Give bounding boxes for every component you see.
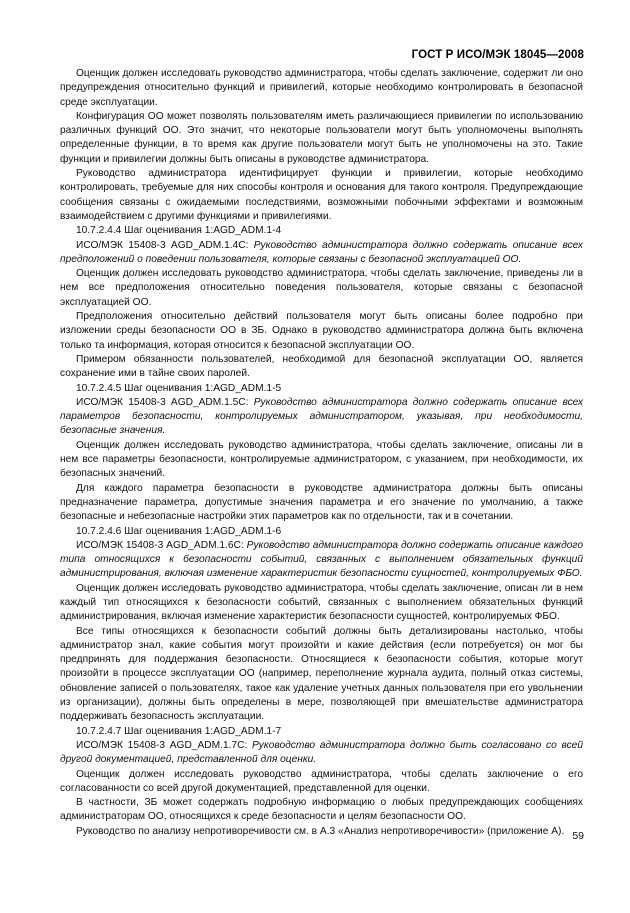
paragraph (60, 796, 583, 825)
requirement-italic-text: Руководство администратора должно содержать описание всех параметров безопасности, контролируемых администратором, указывая, при необходимости, безопасные значения. (60, 396, 583, 437)
paragraph (60, 725, 583, 739)
paragraph-text: Оценщик должен исследовать руководство администратора, чтобы сделать заключение, приведены ли в нем все предположения относительно поведения пользователя, которые связаны с безопасной эксплуатацией ОО. (60, 268, 583, 308)
paragraph-text: Оценщик должен исследовать руководство администратора, чтобы сделать заключение, описаны ли в нем все параметры безопасности, контролируемые администратором, с указанием, при необходимости, их безопасных значений. (60, 439, 583, 480)
paragraph (60, 167, 583, 224)
paragraph (60, 825, 583, 839)
page-header: ГОСТ Р ИСО/МЭК 18045—2008 (411, 49, 584, 61)
requirement-italic-text: Руководство администратора должно содержать описание каждого типа относящихся к безопасности событий, связанных с выполнением обязательных функций администрирования, включая изменение характеристик безопасности сущностей, контролируемых ФБО. (60, 539, 583, 580)
paragraph (60, 353, 583, 382)
paragraph (60, 67, 583, 110)
requirement-italic-text: Руководство администратора должно содержать описание всех предположений о поведении пользователя, которые связаны с безопасной эксплуатацией ОО. (60, 239, 583, 265)
page-number: 59 (572, 830, 584, 842)
paragraph-text: Для каждого параметра безопасности в руководстве администратора должны быть описаны предназначение параметра, допустимые значения параметра и его значение по умолчанию, а также безопасные и небезопасные настройки этих параметров как по отдельности, так и в сочетании. (60, 482, 583, 523)
paragraph (60, 267, 583, 310)
paragraph (60, 739, 583, 768)
paragraph (60, 310, 583, 353)
paragraph-text: 10.7.2.4.7 Шаг оценивания 1:AGD_ADM.1-7 (76, 725, 282, 737)
paragraph-text: ИСО/МЭК 15408-3 AGD_ADM.1.7С: (76, 739, 252, 751)
paragraph-text: Предположения относительно действий пользователя могут быть описаны более подробно при изложении среды безопасности ОО в ЗБ. Однако в руководство администратора должна быть включена только та информация, которая относится к безопасной эксплуатации ОО. (60, 311, 583, 351)
paragraph (60, 525, 583, 539)
body-text (60, 67, 583, 839)
paragraph-text: Все типы относящихся к безопасности событий должны быть детализированы настолько, чтобы администратор знал, какие события могут произойти и какие действия (если потребуется) он мог бы предпринять для поддержания безопасности. Относящиеся к безопасности события, которые могут произойти в процессе эксплуатации ОО (например, переполнение журнала аудита, полный отказ системы, обновление записей о пользователях, такое как удаление учетных данных пользователя при его увольнении из организации), должны быть определены в мере, позволяющей при вмешательстве администратора поддерживать безопасность эксплуатации. (60, 625, 583, 723)
paragraph-text: 10.7.2.4.6 Шаг оценивания 1:AGD_ADM.1-6 (76, 525, 282, 537)
paragraph-text: Оценщик должен исследовать руководство администратора, чтобы сделать заключение, описан ли в нем каждый тип относящихся к безопасности событий, связанных с выполнением обязательных функций администрирования, включая изменение характеристик безопасности сущностей, контролируемых ФБО. (60, 582, 583, 623)
paragraph (60, 382, 583, 396)
paragraph-text: Руководство администратора идентифицирует функции и привилегии, которые необходимо контролировать, требуемые для них способы контроля и основания для такого контроля. Предупреждающие сообщения связаны с ожидаемыми последствиями, возможными побочными эффектами и возможным взаимодействием с другими функциями и привилегиями. (60, 168, 583, 222)
paragraph (60, 396, 583, 439)
paragraph (60, 768, 583, 797)
paragraph-text: ИСО/МЭК 15408-3 AGD_ADM.1.6С: (76, 539, 247, 551)
paragraph-text: ИСО/МЭК 15408-3 AGD_ADM.1.5С: (76, 396, 254, 408)
paragraph-text: Оценщик должен исследовать руководство администратора, чтобы сделать заключение, содержит ли оно предупреждения относительно функций и привилегий, которые необходимо контролировать в безопасной среде эксплуатации. (60, 68, 583, 108)
paragraph (60, 539, 583, 582)
paragraph (60, 439, 583, 482)
paragraph (60, 110, 583, 167)
paragraph-text: 10.7.2.4.5 Шаг оценивания 1:AGD_ADM.1-5 (76, 382, 282, 394)
paragraph (60, 239, 583, 268)
paragraph (60, 625, 583, 725)
paragraph-text: Примером обязанности пользователей, необходимой для безопасной эксплуатации ОО, является сохранение ими в тайне своих паролей. (60, 353, 583, 380)
paragraph-text: В частности, ЗБ может содержать подробную информацию о любых предупреждающих сообщениях администраторам ОО, относящихся к среде безопасности и целям безопасности ОО. (60, 797, 583, 823)
requirement-italic-text: Руководство администратора должно быть согласовано со всей другой документацией, представленной для оценки. (60, 739, 583, 766)
paragraph-text: ИСО/МЭК 15408-3 AGD_ADM.1.4С: (76, 239, 254, 251)
paragraph-text: Конфигурация ОО может позволять пользователям иметь различающиеся привилегии по использованию различных функций ОО. Это значит, что некоторые пользователи могут быть уполномочены выполнять определенные функции, в то время как другие пользователи могут быть не уполномочены на это. Такие функции и привилегии должны быть описаны в руководстве администратора. (60, 110, 583, 165)
paragraph (60, 482, 583, 525)
paragraph (60, 582, 583, 625)
paragraph-text: Оценщик должен исследовать руководство администратора, чтобы сделать заключение о его согласованности со всей другой документацией, представленной для оценки. (60, 768, 583, 794)
paragraph-text: 10.7.2.4.4 Шаг оценивания 1:AGD_ADM.1-4 (76, 225, 282, 237)
paragraph-text: Руководство по анализу непротиворечивости см. в А.3 «Анализ непротиворечивости» (приложение А). (76, 825, 565, 837)
paragraph (60, 224, 583, 238)
